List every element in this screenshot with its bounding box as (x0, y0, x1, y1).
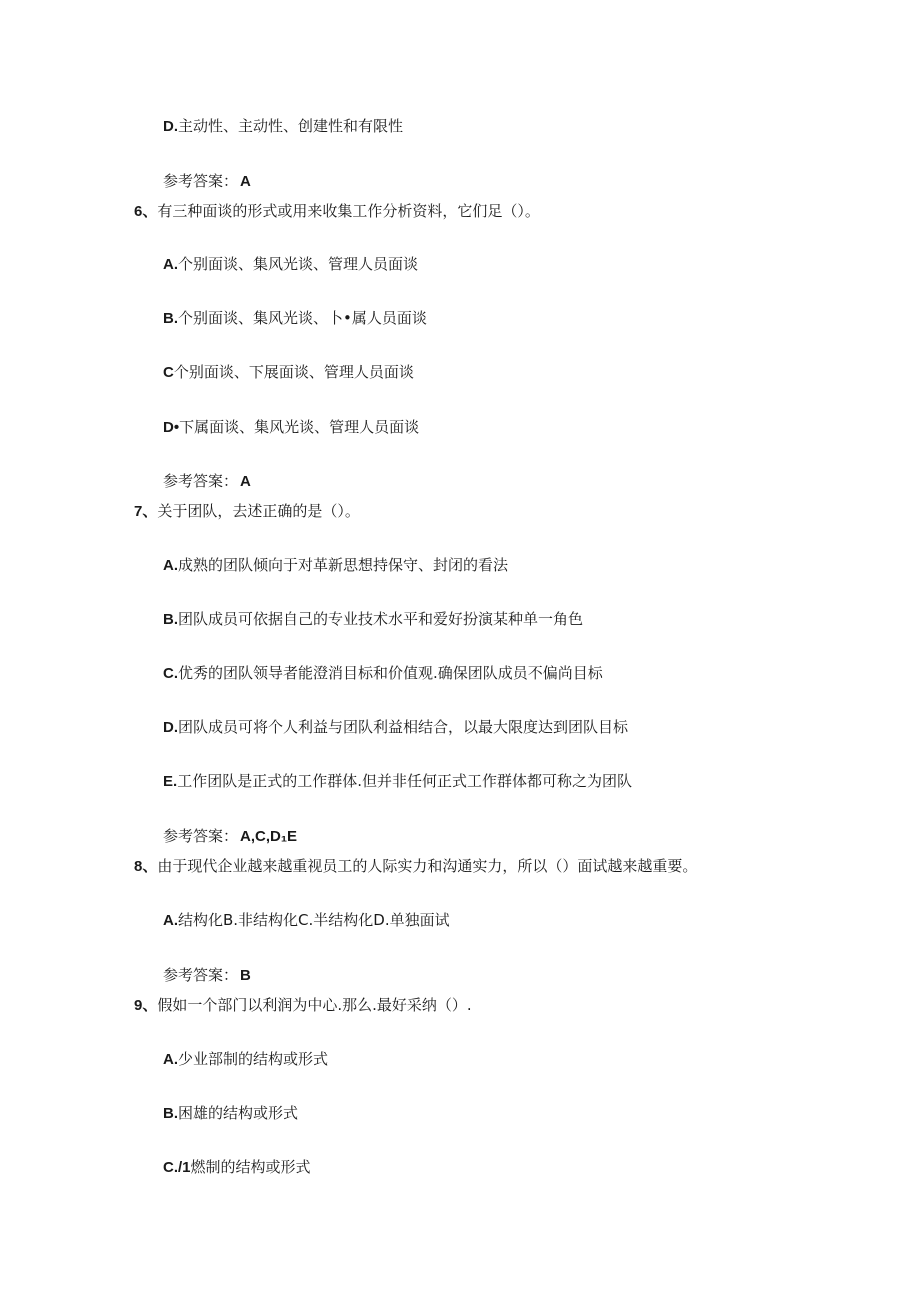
option-line (163, 254, 418, 275)
answer-label: 参考答案： (163, 827, 239, 845)
question-text: 假如一个部门以利润为中心.那么.最好采纳（）. (157, 996, 472, 1014)
answer-label: 参考答案： (163, 172, 239, 190)
option-text: 团队成员可依据自己的专业技术水平和爱好扮演某种单一角色 (178, 610, 584, 628)
option-label: D• (163, 419, 180, 436)
question-number: 7、 (134, 503, 158, 520)
option-text: 少业部制的结构或形式 (178, 1050, 329, 1068)
option-label: D. (163, 719, 178, 736)
option-text: 下属面谈、集风光谈、管理人员面谈 (179, 418, 420, 436)
option-label: B. (163, 310, 178, 327)
option-line (163, 116, 403, 137)
option-label: C./1 (163, 1159, 191, 1176)
option-label: C (163, 364, 174, 381)
question-line (134, 501, 360, 522)
answer-label: 参考答案： (163, 472, 239, 490)
question-text: 关于团队，去述正确的是（）。 (157, 502, 360, 520)
option-line (163, 417, 419, 438)
option-text: 个别面谈、集风光谈、管理人员面谈 (178, 255, 419, 273)
question-line (134, 201, 540, 222)
option-label: A. (163, 256, 178, 273)
option-text: 团队成员可将个人利益与团队利益相结合，以最大限度达到团队目标 (178, 718, 629, 736)
option-label: B. (163, 611, 178, 628)
option-text: 困雄的结构或形式 (178, 1104, 299, 1122)
question-number: 8、 (134, 858, 158, 875)
option-label: E. (163, 773, 178, 790)
option-line (163, 663, 603, 684)
option-label: D. (163, 118, 178, 135)
question-line (134, 995, 472, 1016)
option-line (163, 1103, 298, 1124)
question-text: 有三种面谈的形式或用来收集工作分析资料，它们足（）。 (157, 202, 540, 220)
option-text: 结构化B.非结构化C.半结构化D.单独面试 (178, 911, 450, 929)
question-text: 由于现代企业越来越重视员工的人际实力和沟通实力，所以（）面试越来越重要。 (157, 857, 698, 875)
answer-line (163, 171, 251, 192)
answer-line (163, 826, 297, 847)
option-label: C. (163, 665, 178, 682)
answer-line (163, 965, 251, 986)
option-line (163, 1157, 311, 1178)
option-line (163, 717, 628, 738)
option-label: A. (163, 1051, 178, 1068)
option-line (163, 555, 508, 576)
option-text: 成熟的团队倾向于对革新思想持保守、封闭的看法 (178, 556, 509, 574)
answer-value: A,C,D₁E (240, 828, 298, 845)
option-label: B. (163, 1105, 178, 1122)
option-text: 个别面谈、下展面谈、管理人员面谈 (173, 363, 414, 381)
answer-label: 参考答案： (163, 966, 239, 984)
question-line (134, 856, 697, 877)
option-line (163, 609, 583, 630)
answer-value: A (240, 173, 251, 190)
question-number: 6、 (134, 203, 158, 220)
option-text: 主动性、主动性、创建性和有限性 (178, 117, 404, 135)
option-line (163, 308, 427, 329)
option-text: 优秀的团队领导者能澄消目标和价值观.确保团队成员不偏尚目标 (178, 664, 603, 682)
option-line (163, 910, 450, 931)
option-text: 燃制的结构或形式 (190, 1158, 311, 1176)
option-label: A. (163, 912, 178, 929)
option-text: 工作团队是正式的工作群体.但并非任何正式工作群体都可称之为团队 (177, 772, 632, 790)
question-number: 9、 (134, 997, 158, 1014)
answer-value: A (240, 473, 251, 490)
option-line (163, 362, 414, 383)
answer-line (163, 471, 251, 492)
option-label: A. (163, 557, 178, 574)
option-text: 个别面谈、集风光谈、卜•属人员面谈 (178, 309, 427, 327)
answer-value: B (240, 967, 251, 984)
option-line (163, 771, 632, 792)
option-line (163, 1049, 328, 1070)
